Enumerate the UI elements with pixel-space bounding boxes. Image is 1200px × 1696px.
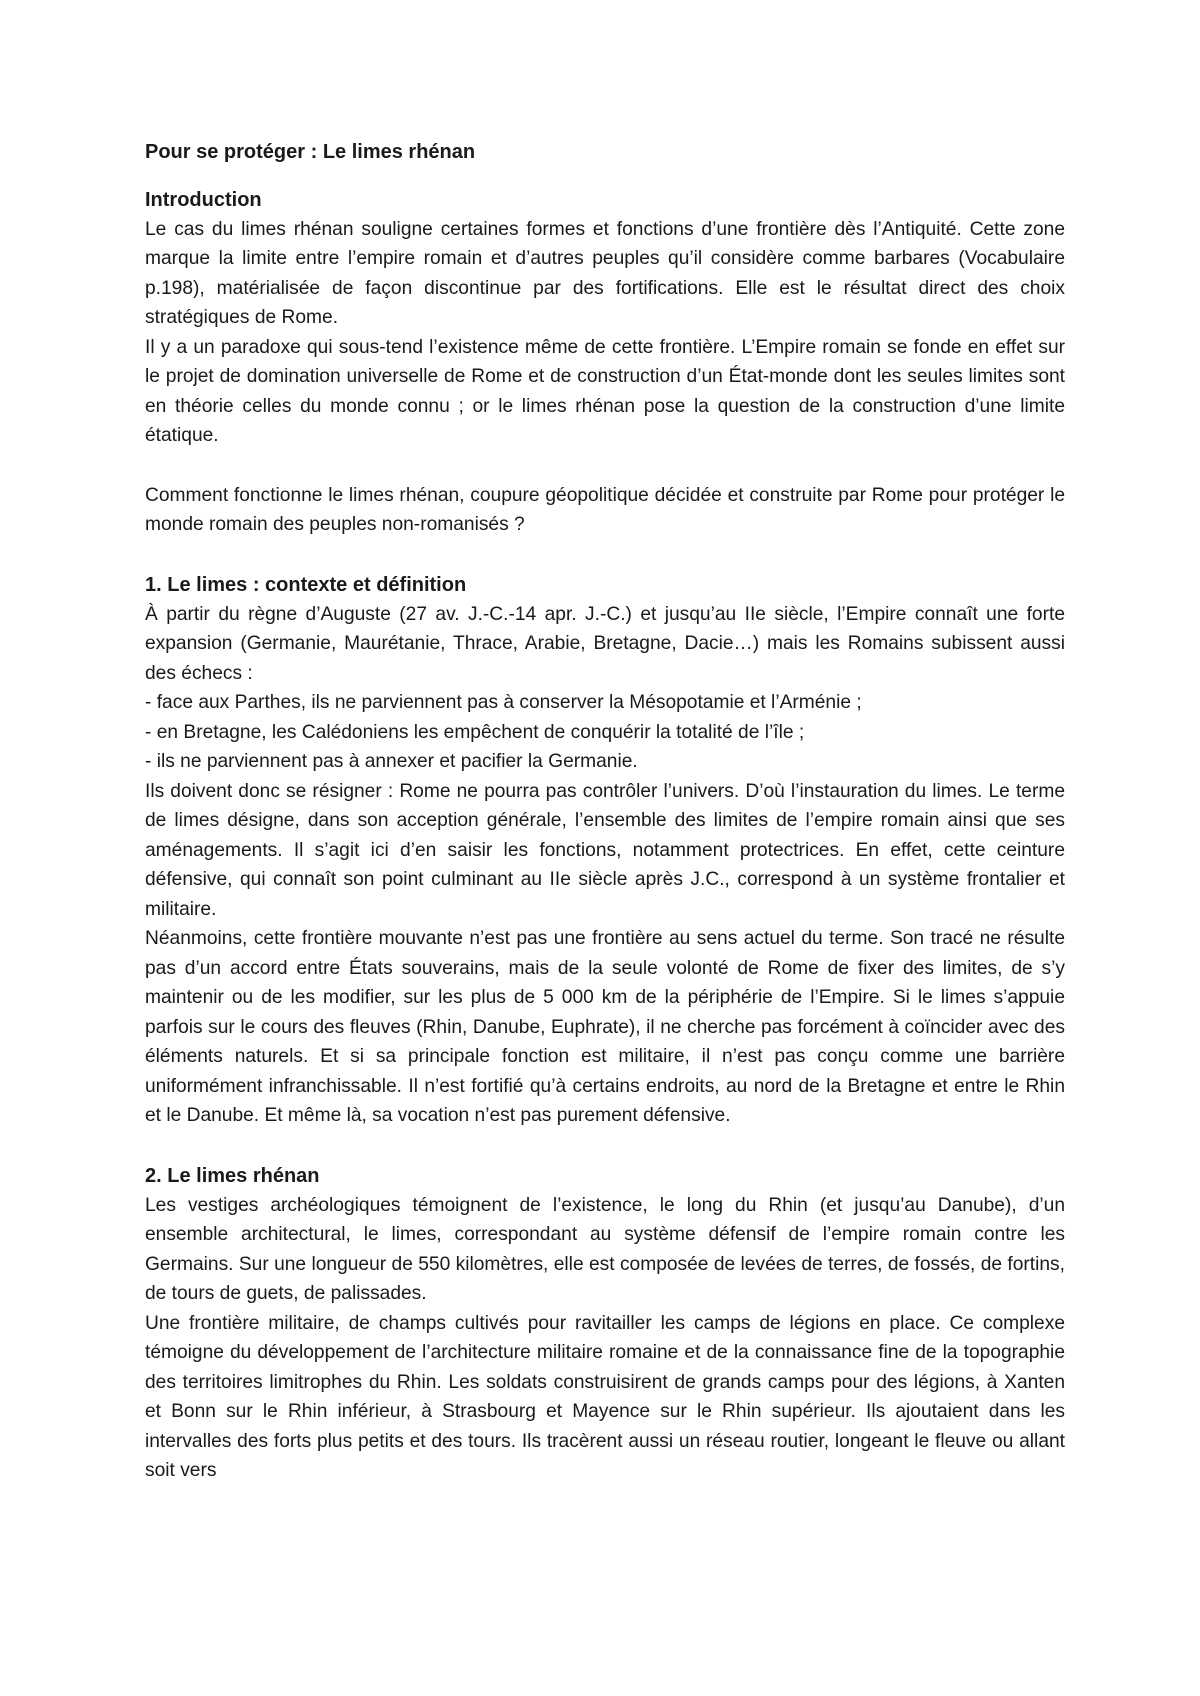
intro-paragraph: Le cas du limes rhénan souligne certaines formes et fonctions d’une frontière dès l’Antiquité. Cette zone marque la limite entre l’empire romain et d’autres peuples qu’il considère comme barbares (Vocabulaire p.198), matérialisée de façon discontinue par des fortifications. Elle est le résultat direct des choix stratégiques de Rome. (145, 218, 1065, 328)
document-title: Pour se protéger : Le limes rhénan (145, 141, 476, 163)
section-2 (145, 1161, 1065, 1486)
section-2-paragraph: Les vestiges archéologiques témoignent de l’existence, le long du Rhin (et jusqu’au Danube), d’un ensemble architectural, le limes, correspondant au système défensif de l’empire romain contre les Germains. Sur une longueur de 550 kilomètres, elle est composée de levées de terres, de fossés, de fortins, de tours de guets, de palissades. (145, 1194, 1065, 1304)
section-1-paragraph: Ils doivent donc se résigner : Rome ne pourra pas contrôler l’univers. D’où l’instauration du limes. Le terme de limes désigne, dans son acception générale, l’ensemble des limites de l’empire romain ainsi que ses aménagements. Il s’agit ici d’en saisir les fonctions, notamment protectrices. En effet, cette ceinture défensive, qui connaît son point culminant au IIe siècle après J.C., correspond à un système frontalier et militaire. (145, 780, 1065, 920)
document-page (145, 138, 1065, 1486)
section-1-list-item: - ils ne parviennent pas à annexer et pacifier la Germanie. (145, 751, 638, 772)
section-2-paragraph: Une frontière militaire, de champs cultivés pour ravitailler les camps de légions en place. Ce complexe témoigne du développement de l’architecture militaire romaine et de la connaissance fine de la topographie des territoires limitrophes du Rhin. Les soldats construisirent de grands camps pour des légions, à Xanten et Bonn sur le Rhin inférieur, à Strasbourg et Mayence sur le Rhin supérieur. Ils ajoutaient dans les intervalles des forts plus petits et des tours. Ils tracèrent aussi un réseau routier, longeant le fleuve ou allant soit vers (145, 1312, 1065, 1481)
section-1 (145, 570, 1065, 1131)
section-1-paragraph: À partir du règne d’Auguste (27 av. J.-C.-14 apr. J.-C.) et jusqu’au IIe siècle, l’Empire connaît une forte expansion (Germanie, Maurétanie, Thrace, Arabie, Bretagne, Dacie…) mais les Romains subissent aussi des échecs : (145, 603, 1065, 684)
problem-question: Comment fonctionne le limes rhénan, coupure géopolitique décidée et construite par Rome pour protéger le monde romain des peuples non-romanisés ? (145, 484, 1065, 535)
problem-question-section (145, 481, 1065, 540)
intro-paragraph: Il y a un paradoxe qui sous-tend l’existence même de cette frontière. L’Empire romain se fonde en effet sur le projet de domination universelle de Rome et de construction d’un État-monde dont les seules limites sont en théorie celles du monde connu ; or le limes rhénan pose la question de la construction d’une limite étatique. (145, 336, 1065, 446)
section-1-list-item: - face aux Parthes, ils ne parviennent pas à conserver la Mésopotamie et l’Arménie ; (145, 692, 862, 713)
section-1-paragraph: Néanmoins, cette frontière mouvante n’est pas une frontière au sens actuel du terme. Son tracé ne résulte pas d’un accord entre États souverains, mais de la seule volonté de Rome de fixer des limites, de s’y maintenir ou de les modifier, sur les plus de 5 000 km de la périphérie de l’Empire. Si le limes s’appuie parfois sur le cours des fleuves (Rhin, Danube, Euphrate), il ne cherche pas forcément à coïncider avec des éléments naturels. Et si sa principale fonction est militaire, il n’est pas conçu comme une barrière uniformément infranchissable. Il n’est fortifié qu’à certains endroits, au nord de la Bretagne et entre le Rhin et le Danube. Et même là, sa vocation n’est pas purement défensive. (145, 928, 1065, 1126)
section-1-list-item: - en Bretagne, les Calédoniens les empêchent de conquérir la totalité de l’île ; (145, 721, 805, 743)
section-1-heading: 1. Le limes : contexte et définition (145, 573, 467, 596)
intro-heading: Introduction (145, 188, 262, 211)
section-2-heading: 2. Le limes rhénan (145, 1164, 320, 1187)
intro-section (145, 185, 1065, 451)
